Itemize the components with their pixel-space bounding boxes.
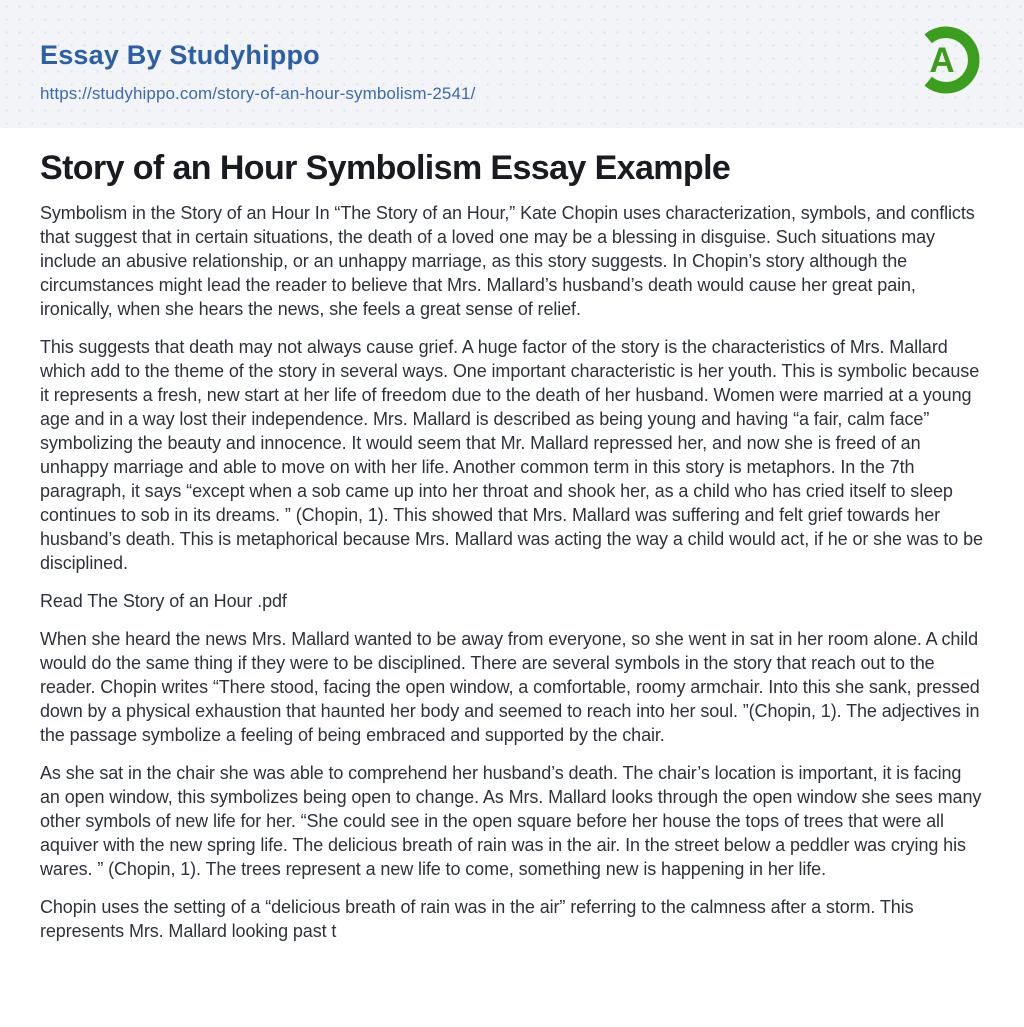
logo-arc-icon xyxy=(907,21,985,99)
read-pdf-link[interactable]: Read The Story of an Hour .pdf xyxy=(40,591,287,611)
studyhippo-logo[interactable] xyxy=(907,21,985,99)
brand-title: Essay By Studyhippo xyxy=(40,40,320,70)
essay-paragraph-5: Chopin uses the setting of a “delicious breath of rain was in the air” referring to the calmness after a storm. This represents Mrs. Mallard looking past t xyxy=(40,897,914,941)
essay-paragraph-4: As she sat in the chair she was able to comprehend her husband’s death. The chair’s location is important, it is facing an open window, this symbolizes being open to change. As Mrs. Mallard looks through the open window she sees many other symbols of new life for her. “She could see in the open square before her house the tops of trees that were all aquiver with the new spring life. The delicious breath of rain was in the air. In the street below a peddler was crying his wares. ” (Chopin, 1). The trees represent a new life to come, something new is happening in her life. xyxy=(40,763,982,879)
site-url-link[interactable]: https://studyhippo.com/story-of-an-hour-symbolism-2541/ xyxy=(40,84,476,103)
essay-paragraph-2: This suggests that death may not always cause grief. A huge factor of the story is the characteristics of Mrs. Mallard which add to the theme of the story in several ways. One important characteristic is her youth. This is symbolic because it represents a fresh, new start at her life of freedom due to the death of her husband. Women were married at a young age and in a way lost their independence. Mrs. Mallard is described as being young and having “a fair, calm face” symbolizing the beauty and innocence. It would seem that Mr. Mallard repressed her, and now she is freed of an unhappy marriage and able to move on with her life. Another common term in this story is metaphors. In the 7th paragraph, it says “except when a sob came up into her throat and shook her, as a child who has cried itself to sleep continues to sob in its dreams. ” (Chopin, 1). This showed that Mrs. Mallard was suffering and felt grief towards her husband’s death. This is metaphorical because Mrs. Mallard was acting the way a child would act, if he or she was to be disciplined. xyxy=(40,337,983,573)
page-title: Story of an Hour Symbolism Essay Example xyxy=(40,149,731,187)
essay-paragraph-1: Symbolism in the Story of an Hour In “The Story of an Hour,” Kate Chopin uses characterization, symbols, and conflicts that suggest that in certain situations, the death of a loved one may be a blessing in disguise. Such situations may include an abusive relationship, or an unhappy marriage, as this story suggests. In Chopin’s story although the circumstances might lead the reader to believe that Mrs. Mallard’s husband’s death would cause her great pain, ironically, when she hears the news, she feels a great sense of relief. xyxy=(40,203,975,319)
logo-letter: A xyxy=(929,41,955,80)
page-header xyxy=(0,0,1024,128)
essay-paragraph-3: When she heard the news Mrs. Mallard wanted to be away from everyone, so she went in sat in her room alone. A child would do the same thing if they were to be disciplined. There are several symbols in the story that reach out to the reader. Chopin writes “There stood, facing the open window, a comfortable, roomy armchair. Into this she sank, pressed down by a physical exhaustion that haunted her body and seemed to reach into her soul. ”(Chopin, 1). The adjectives in the passage symbolize a feeling of being embraced and supported by the chair. xyxy=(40,629,980,745)
essay-body xyxy=(40,201,984,943)
article-content xyxy=(0,128,1024,997)
